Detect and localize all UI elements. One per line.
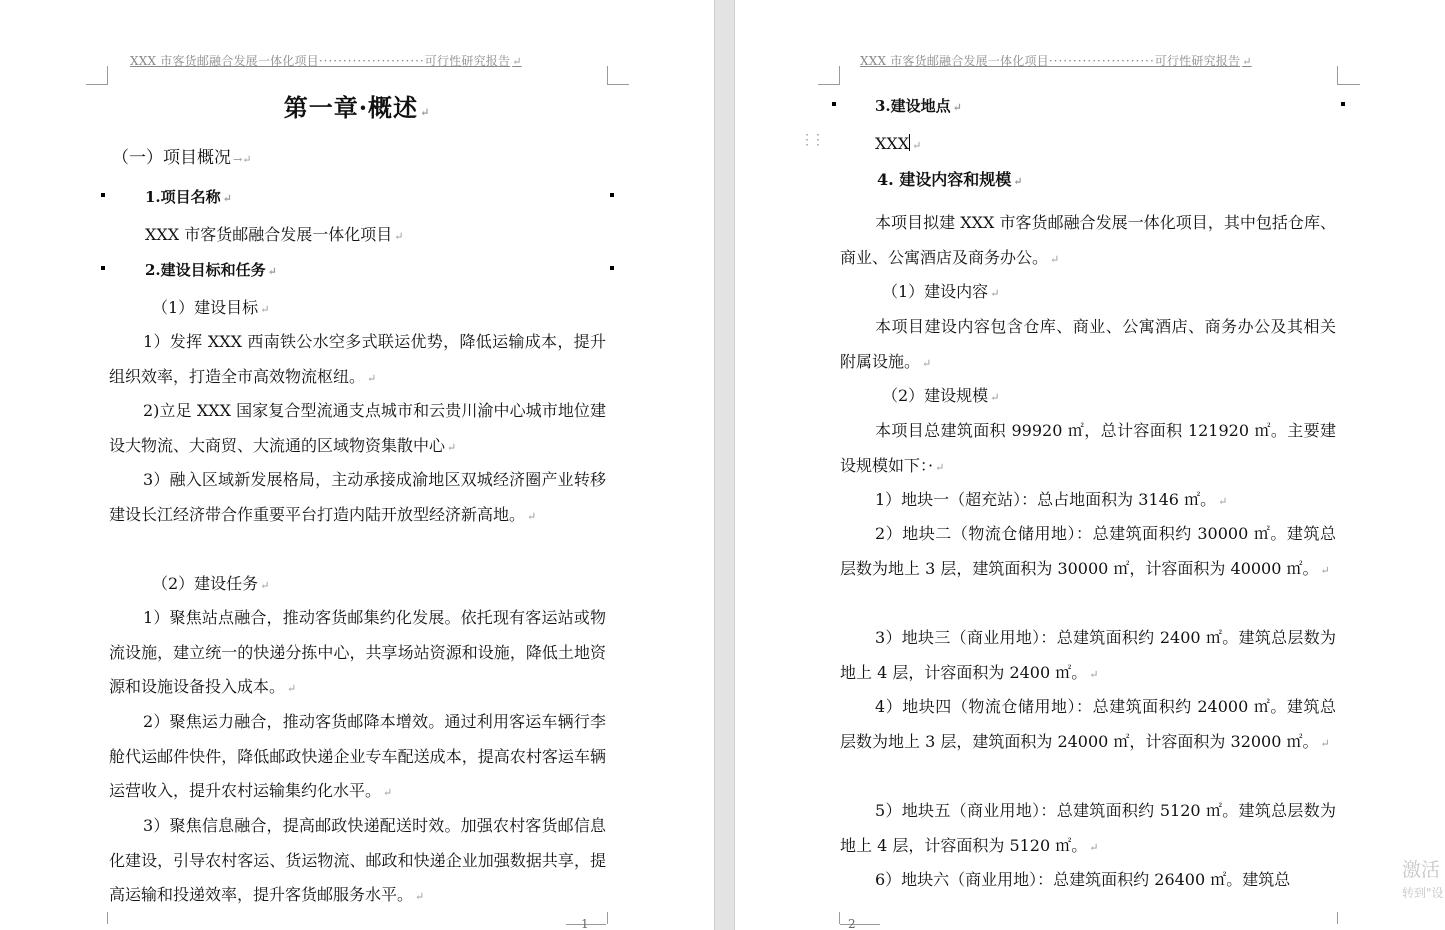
section-heading: （一）项目概况 →↵	[112, 148, 252, 168]
crop-mark	[607, 912, 629, 924]
paragraph: 本项目总建筑面积 99920 ㎡，总计容面积 121920 ㎡。主要建设规模如下：· ↵	[840, 421, 1336, 475]
drag-handle-icon[interactable]: ⋮⋮	[800, 132, 822, 148]
chapter-title: 第一章·概述 ↵	[283, 93, 431, 122]
format-mark	[1341, 102, 1345, 106]
format-mark	[101, 266, 105, 270]
paragraph: 4）地块四（物流仓储用地）：总建筑面积约 24000 ㎡。建筑总层数为地上 3 层，建筑面积为 24000 ㎡，计容面积为 32000 ㎡。 ↵	[840, 697, 1336, 751]
crop-mark	[607, 66, 629, 85]
project-name-text: XXX 市客货邮融合发展一体化项目 ↵	[145, 225, 404, 244]
watermark-line-1: 激活	[1402, 859, 1441, 881]
header-project-name: XXX 市客货邮融合发展一体化项目	[130, 54, 319, 68]
paragraph: 2）地块二（物流仓储用地）：总建筑面积约 30000 ㎡。建筑总层数为地上 3 层，建筑面积为 30000 ㎡，计容面积为 40000 ㎡。 ↵	[840, 524, 1336, 578]
paragraph: 本项目拟建 XXX 市客货邮融合发展一体化项目，其中包括仓库、商业、公寓酒店及商务办公。 ↵	[840, 213, 1336, 267]
subheading: （2）建设任务 ↵	[152, 574, 270, 593]
page-header: XXX 市客货邮融合发展一体化项目······················可行性研究报告 ↵	[860, 54, 1252, 68]
paragraph: 3）融入区域新发展格局，主动承接成渝地区双城经济圈产业转移建设长江经济带合作重要平台打造内陆开放型经济新高地。 ↵	[109, 470, 606, 524]
format-mark	[610, 193, 614, 197]
crop-mark	[1337, 912, 1360, 924]
item-heading: 2.建设目标和任务 ↵	[145, 261, 277, 279]
paragraph: 3）地块三（商业用地）：总建筑面积约 2400 ㎡。建筑总层数为地上 4 层，计容面积为 2400 ㎡。 ↵	[840, 628, 1336, 682]
document-page-2[interactable]	[734, 0, 1445, 930]
paragraph: 1）聚焦站点融合，推动客货邮集约化发展。依托现有客运站或物流设施，建立统一的快递分拣中心，共享场站资源和设施，降低土地资源和设施设备投入成本。 ↵	[109, 608, 606, 696]
footer-rule	[840, 924, 880, 925]
header-report-type: 可行性研究报告	[1154, 54, 1241, 68]
crop-mark	[86, 912, 108, 924]
format-mark	[832, 102, 836, 106]
paragraph: 2)立足 XXX 国家复合型流通支点城市和云贵川渝中心城市地位建设大物流、大商贸、大流通的区域物资集散中心 ↵	[109, 401, 606, 455]
activation-watermark	[1402, 855, 1444, 901]
paragraph: 5）地块五（商业用地）：总建筑面积约 5120 ㎡。建筑总层数为地上 4 层，计容面积为 5120 ㎡。 ↵	[840, 801, 1336, 855]
item-heading: 4. 建设内容和规模 ↵	[877, 170, 1023, 189]
subheading: （2）建设规模 ↵	[882, 386, 1000, 405]
header-project-name: XXX 市客货邮融合发展一体化项目	[860, 54, 1049, 68]
paragraph: 6）地块六（商业用地）：总建筑面积约 26400 ㎡。建筑总	[875, 870, 1291, 889]
page-gap	[714, 0, 735, 930]
paragraph: 2）聚焦运力融合，推动客货邮降本增效。通过利用客运车辆行李舱代运邮件快件，降低邮政快递企业专车配送成本，提高农村客运车辆运营收入，提升农村运输集约化水平。 ↵	[109, 712, 606, 800]
header-dots: ······················	[318, 54, 425, 68]
subheading: （1）建设内容 ↵	[882, 282, 1000, 301]
paragraph: 3）聚焦信息融合，提高邮政快递配送时效。加强农村客货邮信息化建设，引导农村客运、货运物流、邮政和快递企业加强数据共享，提高运输和投递效率，提升客货邮服务水平。 ↵	[109, 816, 606, 904]
crop-mark	[818, 66, 840, 85]
header-dots: ······················	[1048, 54, 1155, 68]
watermark-line-2: 转到"设	[1402, 886, 1444, 900]
format-mark	[101, 193, 105, 197]
subheading: （1）建设目标 ↵	[152, 298, 270, 317]
paragraph: 1）地块一（超充站）：总占地面积为 3146 ㎡。 ↵	[875, 490, 1228, 509]
page-header: XXX 市客货邮融合发展一体化项目······················可行性研究报告 ↵	[130, 54, 522, 68]
crop-mark	[86, 66, 108, 85]
item-heading: 1.项目名称 ↵	[145, 188, 232, 206]
item-heading: 3.建设地点 ↵	[875, 97, 962, 115]
document-page-1[interactable]	[0, 0, 714, 930]
paragraph: 1）发挥 XXX 西南铁公水空多式联运优势，降低运输成本，提升组织效率，打造全市高效物流枢纽。 ↵	[109, 332, 606, 386]
location-text[interactable]: XXX ↵	[875, 134, 922, 153]
page-number: 2	[848, 917, 856, 930]
page-number: 1	[581, 917, 589, 930]
crop-mark	[1337, 66, 1360, 85]
format-mark	[610, 266, 614, 270]
crop-mark	[818, 912, 840, 924]
paragraph: 本项目建设内容包含仓库、商业、公寓酒店、商务办公及其相关附属设施。 ↵	[840, 317, 1336, 371]
header-report-type: 可行性研究报告	[424, 54, 511, 68]
text-cursor	[909, 134, 910, 151]
